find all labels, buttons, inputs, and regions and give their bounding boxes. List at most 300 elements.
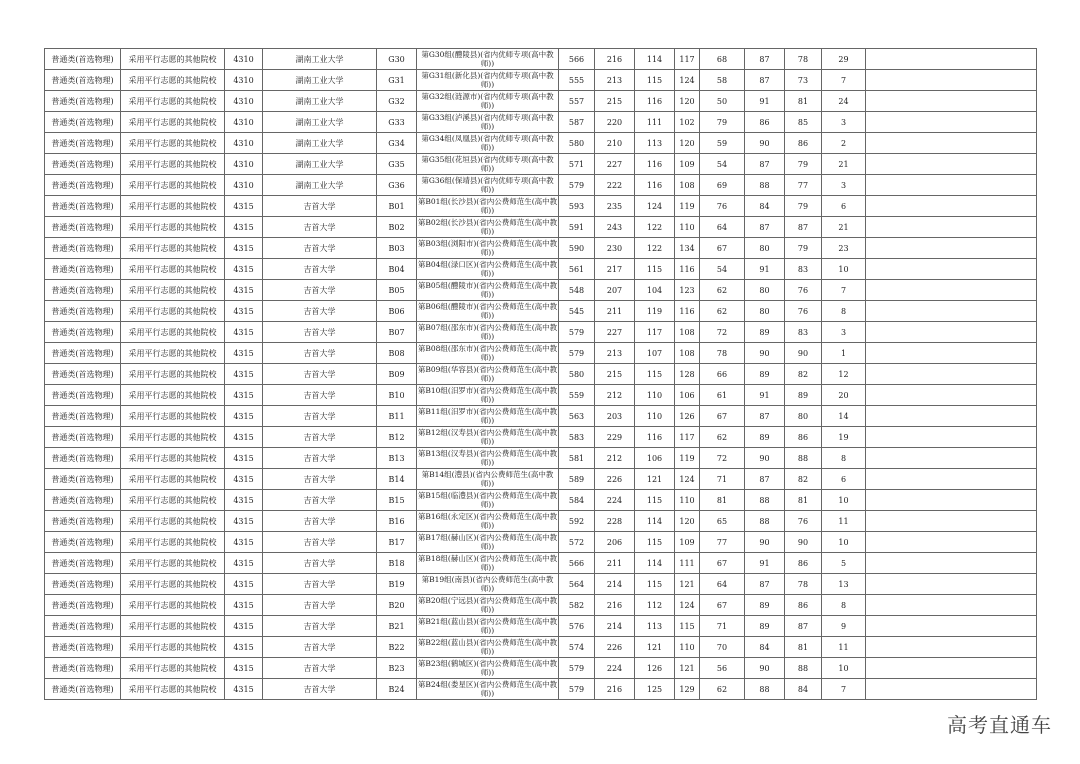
col-8-cell: 113 <box>635 133 675 154</box>
total-score-cell: 576 <box>559 616 595 637</box>
category-cell: 普通类(首选物理) <box>45 301 121 322</box>
watermark-text: 高考直通车 <box>947 713 1052 737</box>
category-cell: 普通类(首选物理) <box>45 385 121 406</box>
plan-count-cell: 9 <box>822 616 866 637</box>
col-7-cell: 243 <box>595 217 635 238</box>
remark-cell <box>866 595 1037 616</box>
col-11-cell: 87 <box>745 469 785 490</box>
col-11-cell: 91 <box>745 259 785 280</box>
group-name-cell: 第B06组(醴陵市)(省内公费师范生(高中教师)) <box>417 302 558 320</box>
col-12-cell: 86 <box>785 133 822 154</box>
col-10-cell: 72 <box>700 322 745 343</box>
school-name-cell: 吉首大学 <box>263 343 377 364</box>
col-12-cell: 83 <box>785 322 822 343</box>
group-name-cell: 第B14组(澧县)(省内公费师范生(高中教师)) <box>417 469 559 490</box>
remark-cell <box>866 259 1037 280</box>
batch-cell: 采用平行志愿的其他院校 <box>121 406 225 427</box>
group-code-cell: G36 <box>377 175 417 196</box>
col-8-cell: 122 <box>635 217 675 238</box>
school-name-cell: 吉首大学 <box>263 280 377 301</box>
category-cell: 普通类(首选物理) <box>45 595 121 616</box>
batch-cell: 采用平行志愿的其他院校 <box>121 616 225 637</box>
group-code-cell: B10 <box>377 385 417 406</box>
col-7-cell: 227 <box>595 322 635 343</box>
plan-count-cell: 21 <box>822 154 866 175</box>
batch-cell: 采用平行志愿的其他院校 <box>121 49 225 70</box>
total-score-cell: 579 <box>559 679 595 700</box>
group-code-cell: B24 <box>377 679 417 700</box>
col-10-cell: 66 <box>700 364 745 385</box>
batch-cell: 采用平行志愿的其他院校 <box>121 469 225 490</box>
school-code-cell: 4310 <box>225 133 263 154</box>
school-code-cell: 4315 <box>225 427 263 448</box>
group-code-cell: B02 <box>377 217 417 238</box>
table-body <box>45 49 1037 700</box>
group-code-cell: B22 <box>377 637 417 658</box>
col-7-cell: 216 <box>595 49 635 70</box>
col-10-cell: 62 <box>700 280 745 301</box>
total-score-cell: 589 <box>559 469 595 490</box>
total-score-cell: 581 <box>559 448 595 469</box>
col-7-cell: 213 <box>595 70 635 91</box>
col-10-cell: 77 <box>700 532 745 553</box>
col-10-cell: 56 <box>700 658 745 679</box>
total-score-cell: 580 <box>559 364 595 385</box>
col-10-cell: 71 <box>700 469 745 490</box>
plan-count-cell: 7 <box>822 679 866 700</box>
group-name-cell: 第G33组(泸溪县)(省内优师专项(高中教师)) <box>417 112 559 133</box>
school-code-cell: 4315 <box>225 469 263 490</box>
batch-cell: 采用平行志愿的其他院校 <box>121 511 225 532</box>
remark-cell <box>866 553 1037 574</box>
plan-count-cell: 10 <box>822 532 866 553</box>
group-code-cell: B04 <box>377 259 417 280</box>
col-9-cell: 110 <box>675 217 700 238</box>
col-8-cell: 114 <box>635 49 675 70</box>
col-8-cell: 115 <box>635 574 675 595</box>
total-score-cell: 555 <box>559 70 595 91</box>
plan-count-cell: 29 <box>822 49 866 70</box>
total-score-cell: 566 <box>559 49 595 70</box>
col-7-cell: 224 <box>595 658 635 679</box>
table-row <box>45 595 1037 616</box>
batch-cell: 采用平行志愿的其他院校 <box>121 217 225 238</box>
col-12-cell: 82 <box>785 364 822 385</box>
plan-count-cell: 6 <box>822 469 866 490</box>
col-7-cell: 215 <box>595 91 635 112</box>
category-cell: 普通类(首选物理) <box>45 175 121 196</box>
col-9-cell: 124 <box>675 595 700 616</box>
col-7-cell: 230 <box>595 238 635 259</box>
col-7-cell: 211 <box>595 301 635 322</box>
table-row <box>45 448 1037 469</box>
remark-cell <box>866 490 1037 511</box>
col-12-cell: 80 <box>785 406 822 427</box>
school-code-cell: 4315 <box>225 637 263 658</box>
batch-cell: 采用平行志愿的其他院校 <box>121 574 225 595</box>
col-8-cell: 104 <box>635 280 675 301</box>
group-name-cell: 第B04组(渌口区)(省内公费师范生(高中教师)) <box>417 260 558 278</box>
school-code-cell: 4315 <box>225 322 263 343</box>
school-name-cell: 吉首大学 <box>263 259 377 280</box>
group-name-cell: 第B18组(赫山区)(省内公费师范生(高中教师)) <box>417 554 558 572</box>
group-code-cell: B05 <box>377 280 417 301</box>
col-9-cell: 106 <box>675 385 700 406</box>
group-code-cell: B16 <box>377 511 417 532</box>
table-row <box>45 553 1037 574</box>
batch-cell: 采用平行志愿的其他院校 <box>121 112 225 133</box>
total-score-cell: 563 <box>559 406 595 427</box>
plan-count-cell: 11 <box>822 511 866 532</box>
category-cell: 普通类(首选物理) <box>45 259 121 280</box>
group-name-cell: 第B01组(长沙县)(省内公费师范生(高中教师)) <box>417 197 558 215</box>
group-code-cell: B17 <box>377 532 417 553</box>
school-name-cell: 吉首大学 <box>263 364 377 385</box>
col-11-cell: 84 <box>745 196 785 217</box>
school-name-cell: 吉首大学 <box>263 616 377 637</box>
group-name-cell: 第B15组(临澧县)(省内公费师范生(高中教师)) <box>417 491 558 509</box>
col-9-cell: 126 <box>675 406 700 427</box>
batch-cell: 采用平行志愿的其他院校 <box>121 490 225 511</box>
school-name-cell: 吉首大学 <box>263 511 377 532</box>
remark-cell <box>866 280 1037 301</box>
col-12-cell: 78 <box>785 574 822 595</box>
col-9-cell: 117 <box>675 427 700 448</box>
school-name-cell: 吉首大学 <box>263 574 377 595</box>
col-9-cell: 102 <box>675 112 700 133</box>
batch-cell: 采用平行志愿的其他院校 <box>121 133 225 154</box>
table-row <box>45 658 1037 679</box>
col-12-cell: 81 <box>785 91 822 112</box>
total-score-cell: 583 <box>559 427 595 448</box>
remark-cell <box>866 112 1037 133</box>
col-7-cell: 216 <box>595 595 635 616</box>
remark-cell <box>866 385 1037 406</box>
group-name-cell: 第B22组(蓝山县)(省内公费师范生(高中教师)) <box>417 638 558 656</box>
total-score-cell: 591 <box>559 217 595 238</box>
col-12-cell: 81 <box>785 490 822 511</box>
category-cell: 普通类(首选物理) <box>45 343 121 364</box>
col-7-cell: 212 <box>595 448 635 469</box>
table-row <box>45 343 1037 364</box>
col-12-cell: 90 <box>785 343 822 364</box>
school-code-cell: 4315 <box>225 196 263 217</box>
group-code-cell: G32 <box>377 91 417 112</box>
col-8-cell: 115 <box>635 259 675 280</box>
col-9-cell: 110 <box>675 637 700 658</box>
group-name-cell: 第B08组(邵东市)(省内公费师范生(高中教师)) <box>417 344 558 362</box>
col-9-cell: 123 <box>675 280 700 301</box>
col-12-cell: 89 <box>785 385 822 406</box>
category-cell: 普通类(首选物理) <box>45 196 121 217</box>
batch-cell: 采用平行志愿的其他院校 <box>121 238 225 259</box>
school-name-cell: 吉首大学 <box>263 532 377 553</box>
remark-cell <box>866 406 1037 427</box>
col-8-cell: 106 <box>635 448 675 469</box>
category-cell: 普通类(首选物理) <box>45 658 121 679</box>
batch-cell: 采用平行志愿的其他院校 <box>121 595 225 616</box>
plan-count-cell: 3 <box>822 112 866 133</box>
total-score-cell: 587 <box>559 112 595 133</box>
group-code-cell: G30 <box>377 49 417 70</box>
remark-cell <box>866 301 1037 322</box>
col-8-cell: 114 <box>635 553 675 574</box>
col-9-cell: 108 <box>675 175 700 196</box>
group-code-cell: B01 <box>377 196 417 217</box>
category-cell: 普通类(首选物理) <box>45 112 121 133</box>
table-row <box>45 280 1037 301</box>
group-name-cell: 第G30组(醴陵县)(省内优师专项(高中教师)) <box>417 49 559 70</box>
col-11-cell: 89 <box>745 364 785 385</box>
group-name-cell: 第B13组(汉寿县)(省内公费师范生(高中教师)) <box>417 449 558 467</box>
col-8-cell: 126 <box>635 658 675 679</box>
group-name-cell: 第B12组(汉寿县)(省内公费师范生(高中教师)) <box>417 428 558 446</box>
plan-count-cell: 24 <box>822 91 866 112</box>
school-code-cell: 4315 <box>225 574 263 595</box>
col-11-cell: 87 <box>745 574 785 595</box>
batch-cell: 采用平行志愿的其他院校 <box>121 175 225 196</box>
table-row <box>45 637 1037 658</box>
remark-cell <box>866 133 1037 154</box>
school-name-cell: 湖南工业大学 <box>263 112 377 133</box>
col-7-cell: 213 <box>595 343 635 364</box>
school-name-cell: 吉首大学 <box>263 679 377 700</box>
table-row <box>45 490 1037 511</box>
school-name-cell: 吉首大学 <box>263 469 377 490</box>
total-score-cell: 579 <box>559 343 595 364</box>
col-10-cell: 67 <box>700 238 745 259</box>
school-name-cell: 湖南工业大学 <box>263 49 377 70</box>
col-7-cell: 224 <box>595 490 635 511</box>
batch-cell: 采用平行志愿的其他院校 <box>121 448 225 469</box>
col-10-cell: 58 <box>700 70 745 91</box>
group-name-cell: 第G31组(新化县)(省内优师专项(高中教师)) <box>417 70 559 91</box>
col-11-cell: 88 <box>745 511 785 532</box>
remark-cell <box>866 154 1037 175</box>
remark-cell <box>866 322 1037 343</box>
batch-cell: 采用平行志愿的其他院校 <box>121 364 225 385</box>
school-code-cell: 4315 <box>225 364 263 385</box>
col-8-cell: 112 <box>635 595 675 616</box>
col-7-cell: 227 <box>595 154 635 175</box>
col-10-cell: 72 <box>700 448 745 469</box>
school-code-cell: 4310 <box>225 112 263 133</box>
group-code-cell: B09 <box>377 364 417 385</box>
remark-cell <box>866 196 1037 217</box>
admission-scores-table <box>44 48 1037 700</box>
remark-cell <box>866 448 1037 469</box>
col-10-cell: 64 <box>700 217 745 238</box>
group-code-cell: B19 <box>377 574 417 595</box>
category-cell: 普通类(首选物理) <box>45 448 121 469</box>
school-name-cell: 吉首大学 <box>263 406 377 427</box>
col-10-cell: 71 <box>700 616 745 637</box>
col-11-cell: 87 <box>745 406 785 427</box>
col-11-cell: 89 <box>745 427 785 448</box>
school-name-cell: 吉首大学 <box>263 658 377 679</box>
total-score-cell: 564 <box>559 574 595 595</box>
total-score-cell: 590 <box>559 238 595 259</box>
group-name-cell: 第G36组(保靖县)(省内优师专项(高中教师)) <box>417 175 559 196</box>
col-11-cell: 90 <box>745 532 785 553</box>
school-code-cell: 4315 <box>225 553 263 574</box>
plan-count-cell: 3 <box>822 322 866 343</box>
batch-cell: 采用平行志愿的其他院校 <box>121 343 225 364</box>
group-code-cell: G31 <box>377 70 417 91</box>
school-code-cell: 4315 <box>225 238 263 259</box>
col-10-cell: 68 <box>700 49 745 70</box>
col-12-cell: 85 <box>785 112 822 133</box>
col-7-cell: 214 <box>595 574 635 595</box>
batch-cell: 采用平行志愿的其他院校 <box>121 427 225 448</box>
batch-cell: 采用平行志愿的其他院校 <box>121 301 225 322</box>
col-11-cell: 91 <box>745 553 785 574</box>
col-12-cell: 79 <box>785 238 822 259</box>
school-name-cell: 吉首大学 <box>263 427 377 448</box>
col-9-cell: 110 <box>675 490 700 511</box>
col-12-cell: 88 <box>785 448 822 469</box>
table-row <box>45 196 1037 217</box>
school-name-cell: 吉首大学 <box>263 385 377 406</box>
plan-count-cell: 1 <box>822 343 866 364</box>
group-name-cell: 第B09组(华容县)(省内公费师范生(高中教师)) <box>417 365 558 383</box>
category-cell: 普通类(首选物理) <box>45 49 121 70</box>
school-code-cell: 4315 <box>225 343 263 364</box>
batch-cell: 采用平行志愿的其他院校 <box>121 385 225 406</box>
col-11-cell: 89 <box>745 595 785 616</box>
group-name-cell: 第B03组(浏阳市)(省内公费师范生(高中教师)) <box>417 239 558 257</box>
col-11-cell: 87 <box>745 217 785 238</box>
group-code-cell: G33 <box>377 112 417 133</box>
col-11-cell: 88 <box>745 679 785 700</box>
total-score-cell: 571 <box>559 154 595 175</box>
group-name-cell: 第B11组(汨罗市)(省内公费师范生(高中教师)) <box>417 407 558 425</box>
remark-cell <box>866 91 1037 112</box>
table-row <box>45 322 1037 343</box>
group-name-cell: 第B07组(邵东市)(省内公费师范生(高中教师)) <box>417 323 558 341</box>
col-7-cell: 217 <box>595 259 635 280</box>
col-11-cell: 80 <box>745 238 785 259</box>
category-cell: 普通类(首选物理) <box>45 133 121 154</box>
group-code-cell: B18 <box>377 553 417 574</box>
group-code-cell: B08 <box>377 343 417 364</box>
table-row <box>45 511 1037 532</box>
group-name-cell: 第B24组(娄星区)(省内公费师范生(高中教师)) <box>417 680 558 698</box>
col-12-cell: 87 <box>785 217 822 238</box>
remark-cell <box>866 217 1037 238</box>
category-cell: 普通类(首选物理) <box>45 469 121 490</box>
col-11-cell: 86 <box>745 112 785 133</box>
col-8-cell: 110 <box>635 406 675 427</box>
school-name-cell: 吉首大学 <box>263 553 377 574</box>
total-score-cell: 548 <box>559 280 595 301</box>
col-12-cell: 82 <box>785 469 822 490</box>
plan-count-cell: 8 <box>822 595 866 616</box>
table-row <box>45 238 1037 259</box>
school-name-cell: 吉首大学 <box>263 490 377 511</box>
total-score-cell: 545 <box>559 301 595 322</box>
batch-cell: 采用平行志愿的其他院校 <box>121 322 225 343</box>
col-8-cell: 115 <box>635 364 675 385</box>
school-name-cell: 湖南工业大学 <box>263 70 377 91</box>
remark-cell <box>866 658 1037 679</box>
plan-count-cell: 7 <box>822 70 866 91</box>
plan-count-cell: 19 <box>822 427 866 448</box>
col-10-cell: 54 <box>700 154 745 175</box>
school-name-cell: 吉首大学 <box>263 637 377 658</box>
table-row <box>45 217 1037 238</box>
plan-count-cell: 21 <box>822 217 866 238</box>
school-code-cell: 4315 <box>225 679 263 700</box>
col-7-cell: 228 <box>595 511 635 532</box>
school-name-cell: 吉首大学 <box>263 322 377 343</box>
col-10-cell: 67 <box>700 406 745 427</box>
col-11-cell: 84 <box>745 637 785 658</box>
plan-count-cell: 10 <box>822 490 866 511</box>
group-name-cell: 第B19组(南县)(省内公费师范生(高中教师)) <box>417 574 559 595</box>
col-8-cell: 116 <box>635 427 675 448</box>
total-score-cell: 593 <box>559 196 595 217</box>
col-10-cell: 59 <box>700 133 745 154</box>
school-name-cell: 湖南工业大学 <box>263 91 377 112</box>
plan-count-cell: 13 <box>822 574 866 595</box>
col-9-cell: 120 <box>675 511 700 532</box>
col-7-cell: 203 <box>595 406 635 427</box>
col-12-cell: 86 <box>785 553 822 574</box>
col-9-cell: 115 <box>675 616 700 637</box>
category-cell: 普通类(首选物理) <box>45 679 121 700</box>
table-row <box>45 112 1037 133</box>
col-9-cell: 117 <box>675 49 700 70</box>
table-row <box>45 259 1037 280</box>
remark-cell <box>866 49 1037 70</box>
col-8-cell: 116 <box>635 154 675 175</box>
batch-cell: 采用平行志愿的其他院校 <box>121 553 225 574</box>
school-code-cell: 4315 <box>225 280 263 301</box>
table-row <box>45 532 1037 553</box>
plan-count-cell: 3 <box>822 175 866 196</box>
col-8-cell: 125 <box>635 679 675 700</box>
col-8-cell: 115 <box>635 70 675 91</box>
category-cell: 普通类(首选物理) <box>45 616 121 637</box>
remark-cell <box>866 238 1037 259</box>
group-code-cell: B20 <box>377 595 417 616</box>
table-row <box>45 469 1037 490</box>
col-8-cell: 124 <box>635 196 675 217</box>
school-code-cell: 4315 <box>225 406 263 427</box>
table-row <box>45 175 1037 196</box>
col-9-cell: 124 <box>675 70 700 91</box>
col-11-cell: 89 <box>745 616 785 637</box>
col-12-cell: 79 <box>785 196 822 217</box>
col-11-cell: 88 <box>745 175 785 196</box>
col-9-cell: 116 <box>675 301 700 322</box>
remark-cell <box>866 427 1037 448</box>
school-code-cell: 4310 <box>225 70 263 91</box>
category-cell: 普通类(首选物理) <box>45 427 121 448</box>
plan-count-cell: 20 <box>822 385 866 406</box>
total-score-cell: 582 <box>559 595 595 616</box>
col-9-cell: 119 <box>675 448 700 469</box>
total-score-cell: 561 <box>559 259 595 280</box>
col-12-cell: 86 <box>785 595 822 616</box>
col-7-cell: 212 <box>595 385 635 406</box>
col-7-cell: 210 <box>595 133 635 154</box>
col-8-cell: 121 <box>635 469 675 490</box>
school-code-cell: 4315 <box>225 217 263 238</box>
school-code-cell: 4315 <box>225 595 263 616</box>
remark-cell <box>866 511 1037 532</box>
